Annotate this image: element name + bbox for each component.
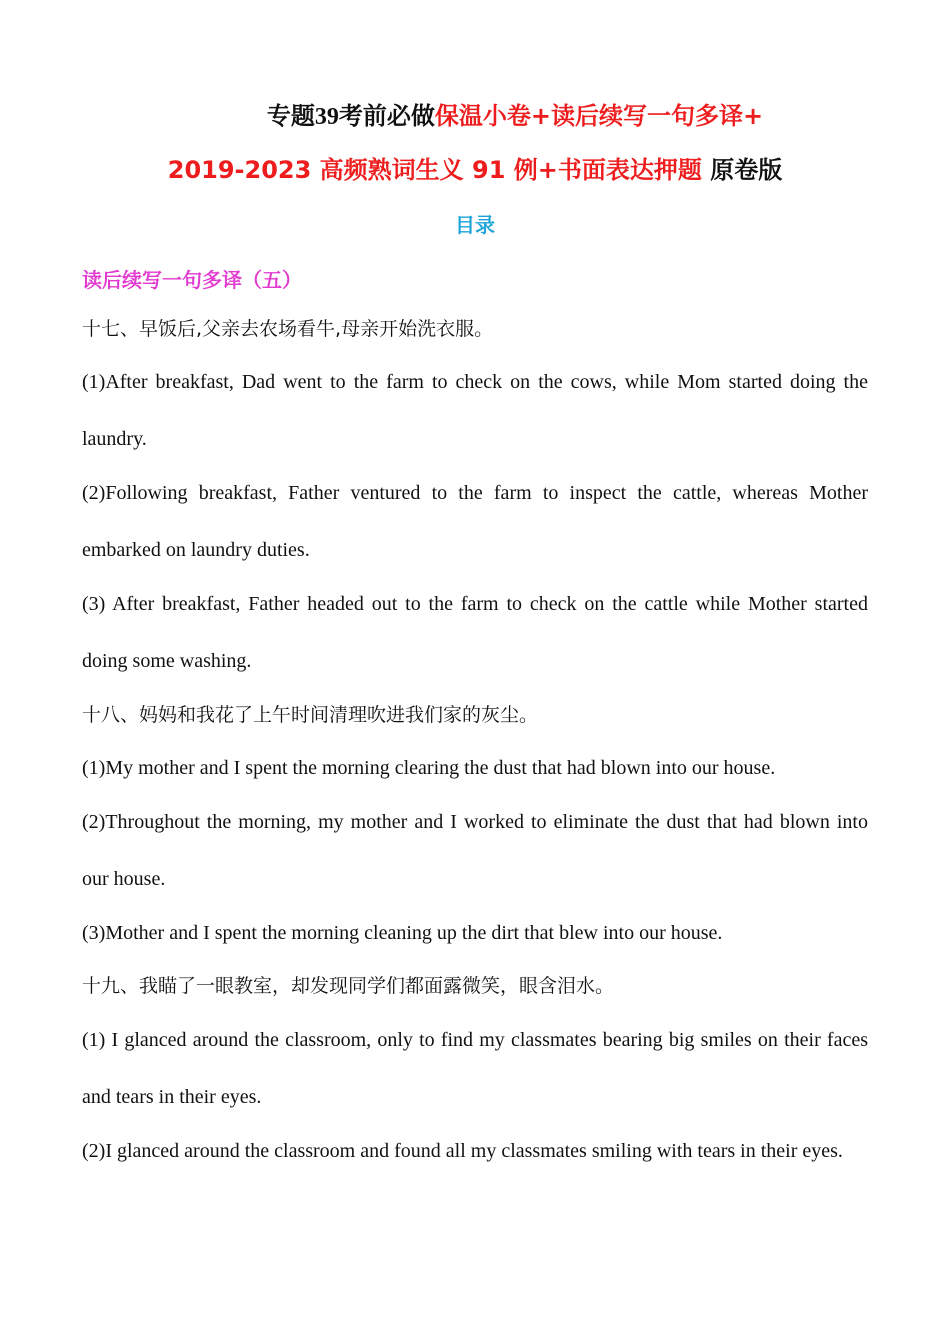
translation: (3) After breakfast, Father headed out to the farm to check on the cattle while Mother started doing some washing. (82, 593, 868, 672)
translation: (2)Throughout the morning, my mother and I worked to eliminate the dust that had blown into our house. (82, 811, 868, 890)
title-prefix: 专题 (266, 102, 315, 130)
item-18-translation-3-wrap (82, 905, 868, 962)
item-prompt: 十九、我瞄了一眼教室，却发现同学们都面露微笑，眼含泪水。 (82, 975, 615, 997)
item-17-translations (82, 354, 868, 468)
item-17 (82, 301, 868, 358)
title-highlight-2: 2019-2023 高频熟词生义 91 例+书面表达押题 (167, 156, 702, 184)
title-version: 原卷版 (701, 156, 783, 184)
item-18-translation-2-wrap (82, 794, 868, 908)
item-17-translation-3-wrap (82, 576, 868, 690)
item-18-translation-1-wrap (82, 740, 868, 797)
document-title-line-1 (82, 96, 868, 131)
translation: (1) I glanced around the classroom, only to find my classmates bearing big smiles on their faces and tears in their eyes. (82, 1029, 868, 1108)
item-17-translation-2-wrap (82, 465, 868, 579)
translation: (2)I glanced around the classroom and found all my classmates smiling with tears in their eyes. (82, 1140, 843, 1162)
table-of-contents-heading: 目录 (455, 213, 495, 237)
item-18 (82, 687, 868, 744)
translation: (1)After breakfast, Dad went to the farm to check on the cows, while Mom started doing the laundry. (82, 371, 868, 450)
title-topic: 考前必做 (338, 102, 435, 130)
translation: (1)My mother and I spent the morning clearing the dust that had blown into our house. (82, 757, 776, 779)
title-highlight-1: 保温小卷+读后续写一句多译+ (434, 102, 764, 130)
document-title-line-2 (82, 150, 868, 185)
title-number: 39 (314, 104, 339, 130)
item-prompt: 十七、早饭后,父亲去农场看牛,母亲开始洗衣服。 (82, 318, 494, 340)
item-19 (82, 958, 868, 1015)
translation: (2)Following breakfast, Father ventured to the farm to inspect the cattle, whereas Mother embarked on laundry duties. (82, 482, 868, 561)
item-19-translation-1-wrap (82, 1012, 868, 1126)
translation: (3)Mother and I spent the morning cleaning up the dirt that blew into our house. (82, 922, 723, 944)
item-prompt: 十八、妈妈和我花了上午时间清理吹进我们家的灰尘。 (82, 704, 539, 726)
section-heading: 读后续写一句多译（五） (82, 268, 302, 292)
item-19-translation-2-wrap (82, 1123, 868, 1180)
